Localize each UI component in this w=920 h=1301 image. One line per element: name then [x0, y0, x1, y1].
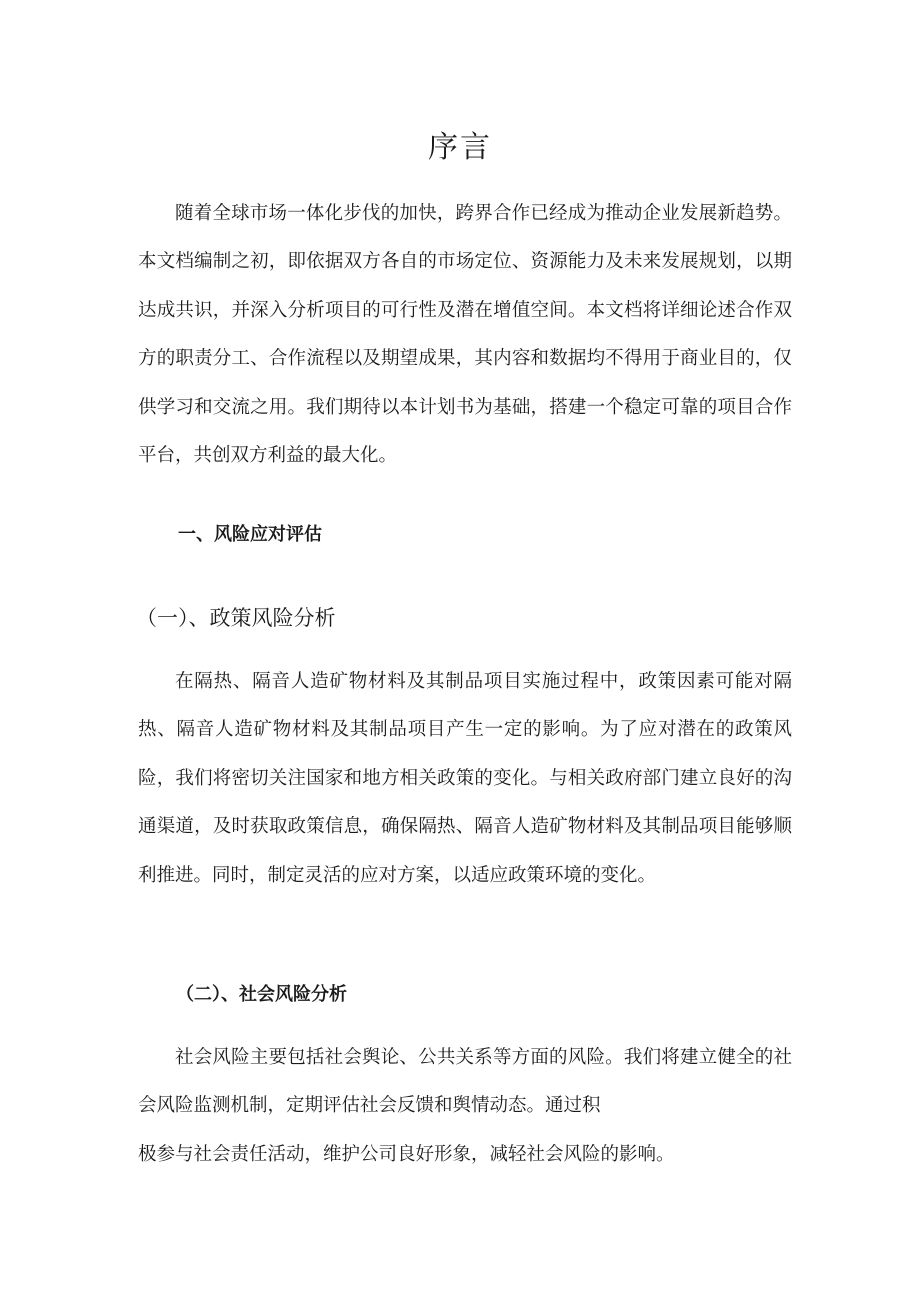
preface-paragraph: 随着全球市场一体化步伐的加快，跨界合作已经成为推动企业发展新趋势。本文档编制之初，即依据双方各自的市场定位、资源能力及未来发展规划，以期达成共识，并深入分析项目的可行性及潜在增值空间。本文档将详细论述合作双方的职责分工、合作流程以及期望成果，其内容和数据均不得用于商业目的，仅供学习和交流之用。我们期待以本计划书为基础，搭建一个稳定可靠的项目合作平台，共创双方利益的最大化。 — [138, 203, 792, 467]
social-risk-paragraph — [138, 1034, 792, 1179]
policy-risk-paragraph: 在隔热、隔音人造矿物材料及其制品项目实施过程中，政策因素可能对隔热、隔音人造矿物材料及其制品项目产生一定的影响。为了应对潜在的政策风险，我们将密切关注国家和地方相关政策的变化。与相关政府部门建立良好的沟通渠道，及时获取政策信息，确保隔热、隔音人造矿物材料及其制品项目能够顺利推进。同时，制定灵活的应对方案，以适应政策环境的变化。 — [138, 671, 792, 886]
social-risk-paragraph-line: 社会风险主要包括社会舆论、公共关系等方面的风险。我们将建立健全的社会风险监测机制，定期评估社会反馈和舆情动态。通过积 — [138, 1047, 792, 1117]
subsection-heading-social-risk: （二）、社会风险分析 — [176, 984, 347, 1005]
section-heading-risk-assessment: 一、风险应对评估 — [178, 524, 322, 545]
social-risk-paragraph-line: 极参与社会责任活动，维护公司良好形象，减轻社会风险的影响。 — [138, 1143, 675, 1165]
page-title: 序言 — [428, 130, 492, 165]
subsection-heading-policy-risk: （一）、政策风险分析 — [136, 606, 336, 630]
